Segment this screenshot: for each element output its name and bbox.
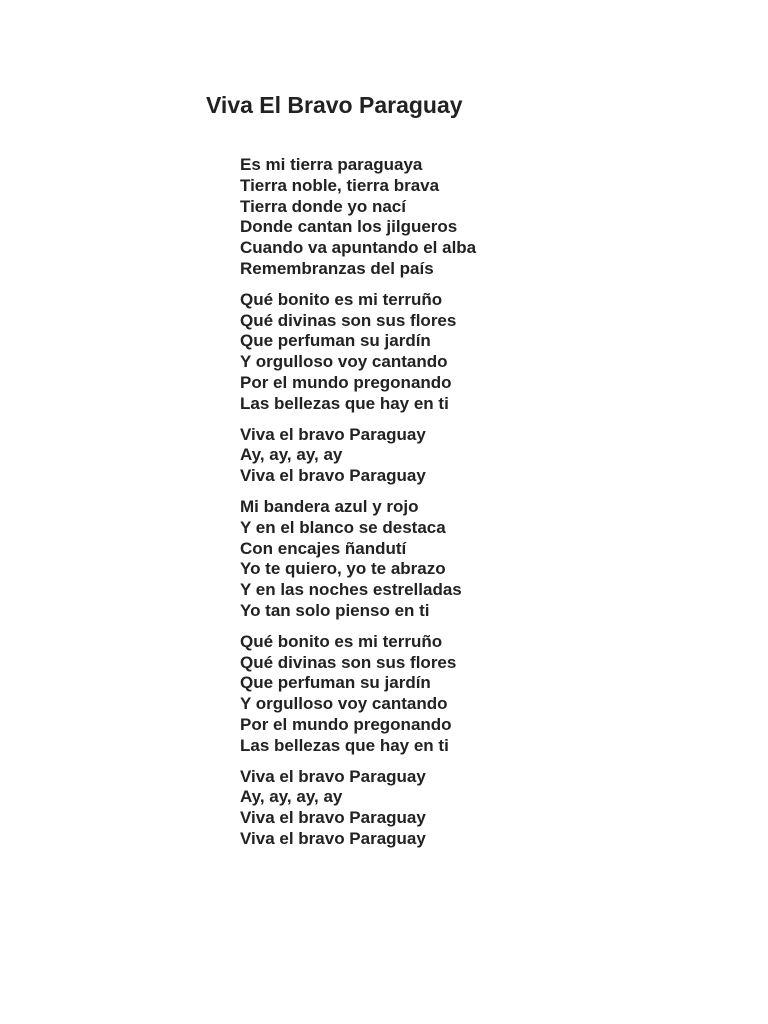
lyric-line: Viva el bravo Paraguay — [240, 808, 426, 828]
lyric-line: Las bellezas que hay en ti — [240, 735, 449, 755]
lyric-line: Por el mundo pregonando — [240, 714, 452, 734]
lyric-line: Qué bonito es mi terruño — [240, 289, 443, 309]
lyric-line: Qué bonito es mi terruño — [240, 631, 443, 651]
lyric-line: Viva el bravo Paraguay — [240, 424, 426, 444]
lyric-line: Y en las noches estrelladas — [240, 580, 462, 600]
lyrics-body — [240, 155, 660, 860]
lyric-line: Remembranzas del país — [240, 258, 434, 278]
lyric-line: Por el mundo pregonando — [240, 372, 452, 392]
lyric-line: Y orgulloso voy cantando — [240, 352, 448, 372]
lyric-line: Yo tan solo pienso en ti — [240, 600, 430, 620]
lyric-line: Ay, ay, ay, ay — [240, 445, 343, 465]
stanza-3-chorus — [240, 425, 660, 487]
page-title: Viva El Bravo Paraguay — [206, 92, 463, 118]
lyric-line: Las bellezas que hay en ti — [240, 393, 449, 413]
lyric-line: Tierra donde yo nací — [240, 196, 406, 216]
stanza-2 — [240, 290, 660, 415]
stanza-1 — [240, 155, 660, 280]
lyric-line: Qué divinas son sus flores — [240, 652, 457, 672]
lyric-line: Es mi tierra paraguaya — [240, 155, 423, 174]
lyric-line: Ay, ay, ay, ay — [240, 787, 343, 807]
stanza-6-chorus — [240, 767, 660, 850]
lyric-line: Tierra noble, tierra brava — [240, 175, 440, 195]
lyric-line: Viva el bravo Paraguay — [240, 828, 426, 848]
lyric-line: Y en el blanco se destaca — [240, 517, 446, 537]
lyric-line: Qué divinas son sus flores — [240, 310, 457, 330]
stanza-4 — [240, 497, 660, 622]
lyric-line: Que perfuman su jardín — [240, 331, 431, 351]
lyric-line: Viva el bravo Paraguay — [240, 766, 426, 786]
lyric-line: Con encajes ñandutí — [240, 538, 407, 558]
lyric-line: Yo te quiero, yo te abrazo — [240, 559, 446, 579]
lyric-line: Cuando va apuntando el alba — [240, 238, 477, 258]
stanza-5 — [240, 632, 660, 757]
lyric-line: Que perfuman su jardín — [240, 673, 431, 693]
lyric-line: Donde cantan los jilgueros — [240, 217, 458, 237]
lyric-line: Y orgulloso voy cantando — [240, 694, 448, 714]
lyric-line: Viva el bravo Paraguay — [240, 466, 426, 486]
lyric-line: Mi bandera azul y rojo — [240, 496, 419, 516]
